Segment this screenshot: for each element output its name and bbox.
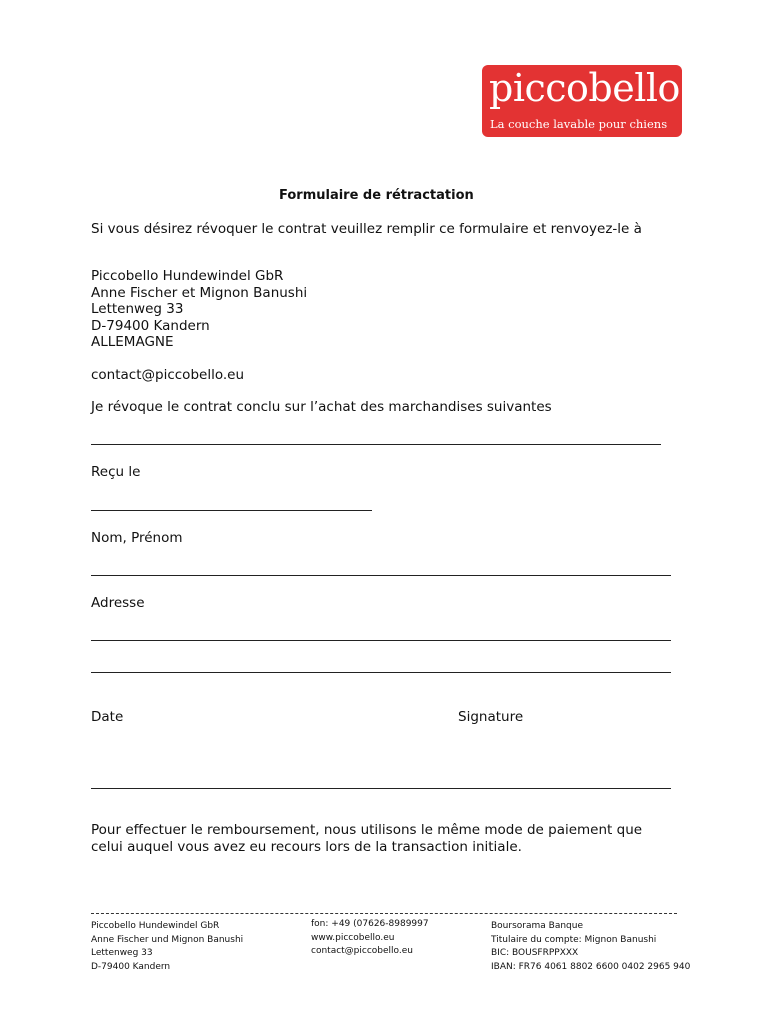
company-logo	[482, 65, 682, 137]
address-block	[91, 268, 307, 351]
footer-line: BIC: BOUSFRPPXXX	[491, 948, 579, 958]
address-label: Adresse	[91, 595, 145, 611]
received-entry-line[interactable]	[91, 510, 372, 511]
address-entry-line-2[interactable]	[91, 672, 671, 673]
revoke-statement: Je révoque le contrat conclu sur l’achat des marchandises suivantes	[91, 399, 552, 415]
address-line: ALLEMAGNE	[91, 334, 174, 350]
footer-company	[91, 920, 243, 974]
form-title: Formulaire de rétractation	[279, 188, 474, 203]
footer-divider	[91, 913, 677, 914]
footer-line: Titulaire du compte: Mignon Banushi	[491, 934, 657, 945]
address-line: Lettenweg 33	[91, 301, 184, 317]
contact-email: contact@piccobello.eu	[91, 367, 244, 383]
received-label: Reçu le	[91, 464, 141, 480]
refund-note-line: celui auquel vous avez eu recours lors de la transaction initiale.	[91, 839, 522, 855]
address-line: Anne Fischer et Mignon Banushi	[91, 284, 308, 301]
goods-entry-line[interactable]	[91, 444, 661, 445]
address-entry-line-1[interactable]	[91, 640, 671, 641]
footer-line: Piccobello Hundewindel GbR	[91, 921, 220, 931]
footer-phone: fon: +49 (07626-8989997	[311, 919, 429, 929]
refund-note-line: Pour effectuer le remboursement, nous utilisons le même mode de paiement que	[91, 822, 643, 838]
date-signature-entry-line[interactable]	[91, 788, 671, 789]
footer-line: Lettenweg 33	[91, 948, 153, 958]
footer-line: IBAN: FR76 4061 8802 6600 0402 2965 940	[491, 961, 691, 972]
signature-label: Signature	[458, 709, 524, 725]
footer-email[interactable]: contact@piccobello.eu	[311, 946, 413, 956]
refund-note	[91, 822, 642, 856]
logo-name: piccobello	[489, 66, 680, 110]
name-label: Nom, Prénom	[91, 530, 183, 546]
logo-tagline: La couche lavable pour chiens	[490, 117, 668, 131]
address-line: Piccobello Hundewindel GbR	[91, 268, 284, 284]
footer-line: Anne Fischer und Mignon Banushi	[91, 934, 244, 945]
footer-line: D-79400 Kandern	[91, 961, 171, 972]
footer-website[interactable]: www.piccobello.eu	[311, 932, 395, 943]
footer-bank	[491, 920, 690, 974]
footer-contact	[311, 918, 429, 959]
name-entry-line[interactable]	[91, 575, 671, 576]
date-label: Date	[91, 709, 124, 725]
address-line: D-79400 Kandern	[91, 317, 210, 334]
intro-text: Si vous désirez révoquer le contrat veuillez remplir ce formulaire et renvoyez-le à	[91, 221, 642, 237]
footer-line: Boursorama Banque	[491, 921, 583, 931]
